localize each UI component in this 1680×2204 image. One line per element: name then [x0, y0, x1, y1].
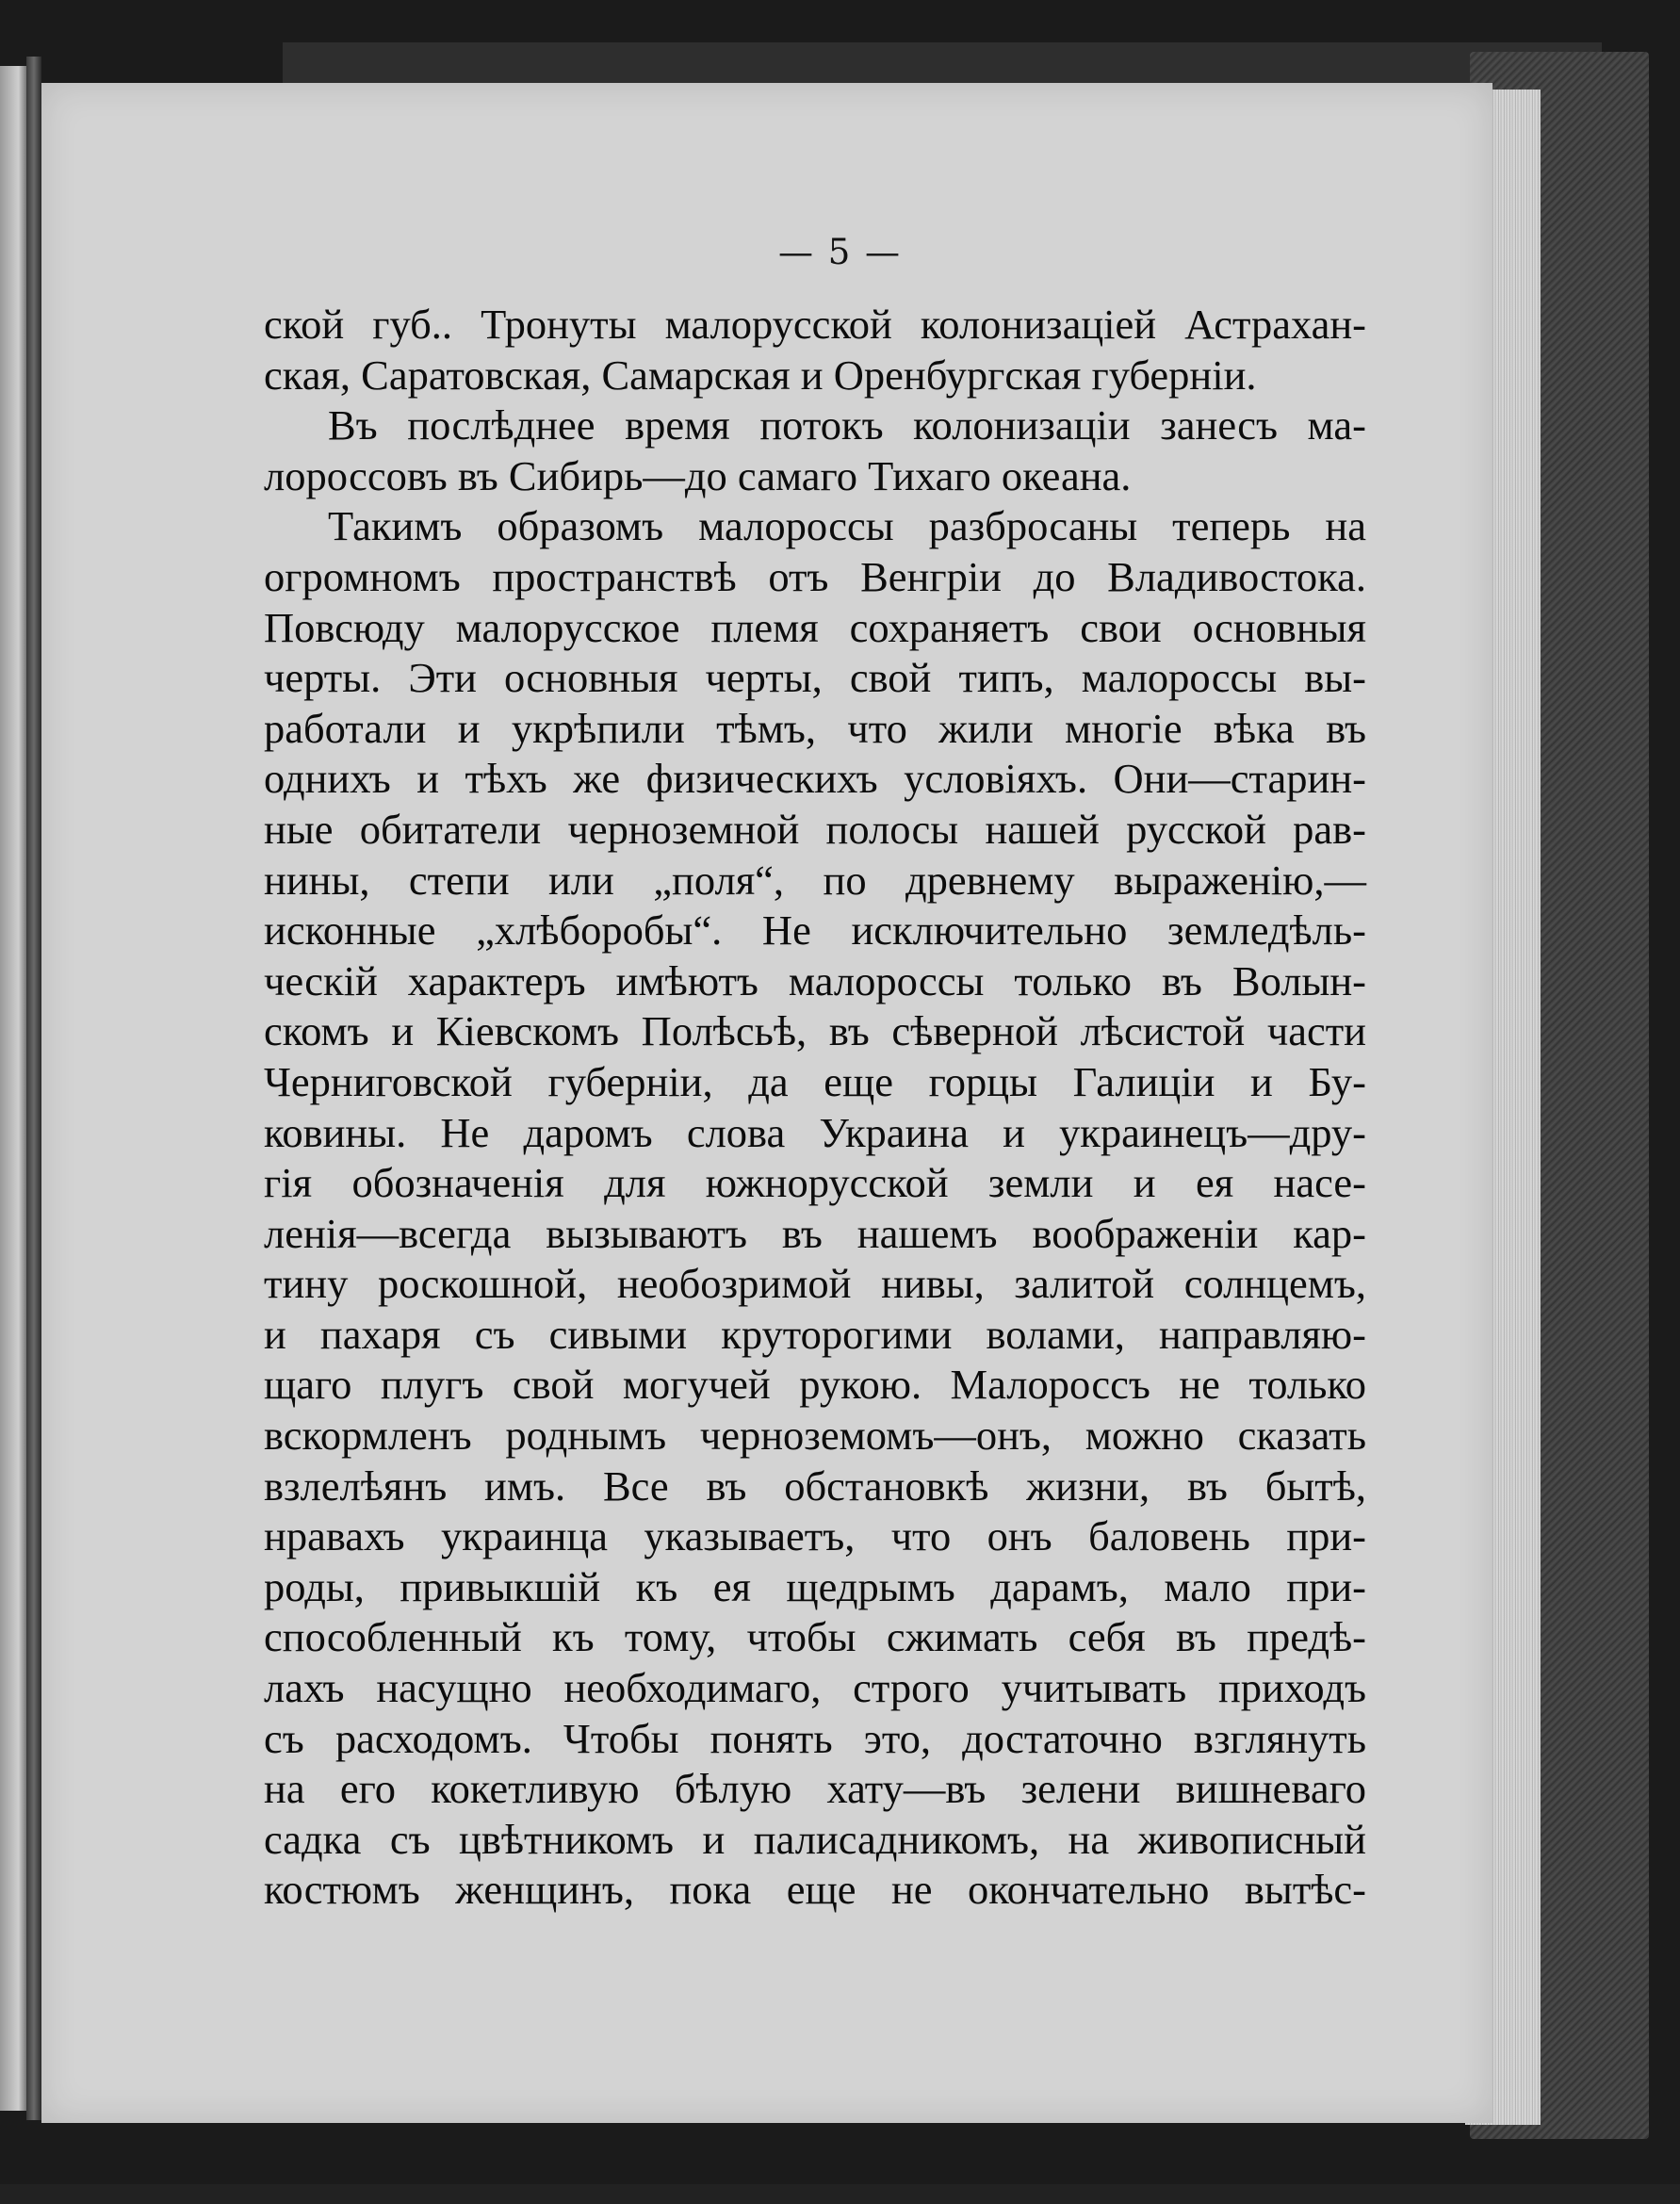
- scan-footer-strip: [0, 2184, 1680, 2204]
- text-line: нины, степи или „поля“, по древнему выраженiю,—: [264, 856, 1366, 904]
- text-line: ская, Саратовская, Самарская и Оренбургская губернiи.: [264, 351, 1257, 399]
- text-line: тину роскошной, необозримой нивы, залитой солнцемъ,: [264, 1260, 1366, 1308]
- text-line: ческiй характеръ имѣютъ малороссы только въ Волын-: [264, 956, 1366, 1004]
- text-line: вскормленъ роднымъ черноземомъ—онъ, можно сказать: [264, 1412, 1366, 1460]
- text-line: щаго плугъ свой могучей рукою. Малороссъ не только: [264, 1361, 1366, 1409]
- text-line: Такимъ образомъ малороссы разбросаны теперь на: [328, 502, 1366, 550]
- text-line: взлелѣянъ имъ. Все въ обстановкѣ жизни, въ бытѣ,: [264, 1461, 1366, 1510]
- text-line: костюмъ женщинъ, пока еще не окончательно вытѣс-: [264, 1866, 1366, 1914]
- text-line: Черниговской губернiи, да еще горцы Галицiи и Бу-: [264, 1057, 1366, 1105]
- body-text: [264, 300, 1366, 1916]
- text-line: работали и укрѣпили тѣмъ, что жили многiе вѣка въ: [264, 704, 1366, 752]
- text-line: черты. Эти основныя черты, свой типъ, малороссы вы-: [264, 654, 1366, 702]
- text-line: огромномъ пространствѣ отъ Венгрiи до Владивостока.: [264, 552, 1366, 600]
- text-line: гiя обозначенiя для южнорусской земли и ея насе-: [264, 1159, 1366, 1207]
- text-line: роды, привыкшiй къ ея щедрымъ дарамъ, мало при-: [264, 1562, 1366, 1610]
- book-binding: [26, 57, 41, 2120]
- text-line: ковины. Не даромъ слова Украина и украинецъ—дру-: [264, 1108, 1366, 1156]
- text-line: съ расходомъ. Чтобы понять это, достаточно взглянуть: [264, 1714, 1366, 1762]
- text-line: исконные „хлѣборобы“. Не исключительно земледѣль-: [264, 906, 1366, 955]
- text-line: садка съ цвѣтникомъ и палисадникомъ, на живописный: [264, 1815, 1366, 1863]
- text-line: ленiя—всегда вызываютъ въ нашемъ воображенiи кар-: [264, 1209, 1366, 1257]
- text-line: Въ послѣднее время потокъ колонизацiи занесъ ма-: [328, 401, 1366, 449]
- text-line: скомъ и Кiевскомъ Полѣсьѣ, въ сѣверной лѣсистой части: [264, 1007, 1366, 1055]
- text-line: на его кокетливую бѣлую хату—въ зелени вишневаго: [264, 1765, 1366, 1813]
- text-line: и пахаря съ сивыми круторогими волами, направляю-: [264, 1310, 1366, 1358]
- text-line: Повсюду малорусское племя сохраняетъ свои основныя: [264, 603, 1366, 651]
- text-line: нравахъ украинца указываетъ, что онъ баловень при-: [264, 1512, 1366, 1560]
- text-line: ской губ.. Тронуты малорусской колонизацiей Астрахан-: [264, 301, 1366, 348]
- text-line: способленный къ тому, чтобы сжимать себя въ предѣ-: [264, 1613, 1366, 1661]
- previous-page-edge: [0, 66, 26, 2111]
- text-line: однихъ и тѣхъ же физическихъ условiяхъ. Они—старин-: [264, 755, 1366, 803]
- text-line: лахъ насущно необходимаго, строго учитывать приходъ: [264, 1664, 1366, 1712]
- text-line: лороссовъ въ Сибирь—до самаго Тихаго океана.: [264, 451, 1132, 499]
- page-number: — 5 —: [777, 232, 903, 272]
- text-line: ные обитатели черноземной полосы нашей русской рав-: [264, 805, 1366, 853]
